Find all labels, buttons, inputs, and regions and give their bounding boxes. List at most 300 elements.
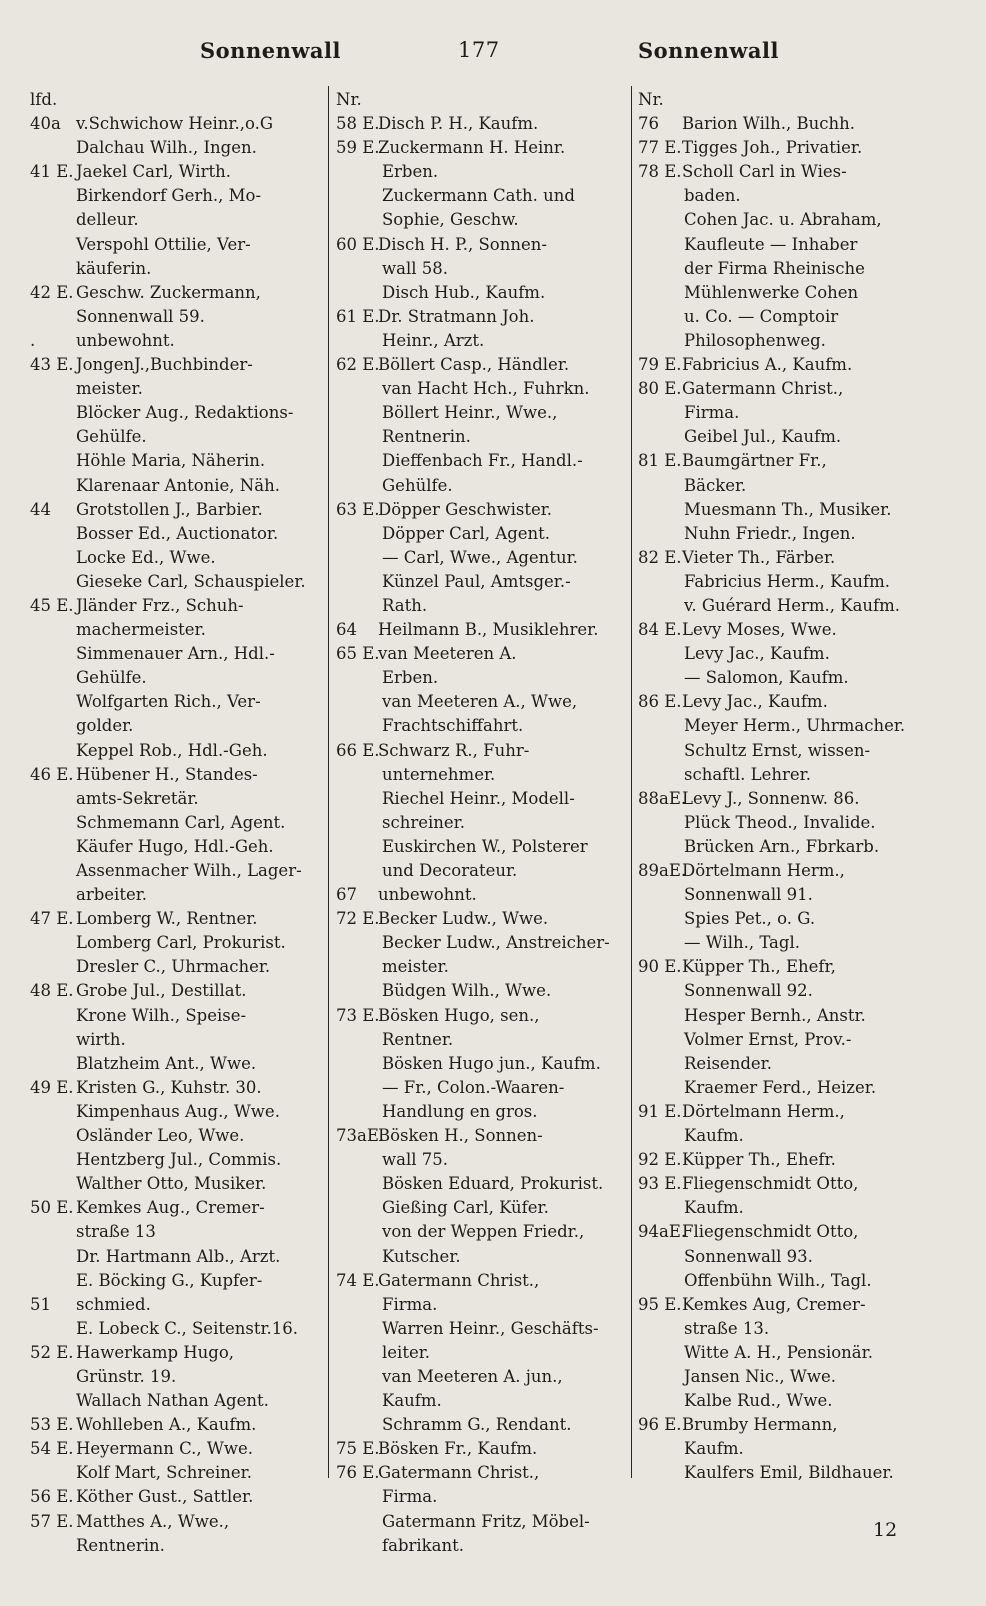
directory-entry-line [638, 594, 958, 618]
entry-text: Euskirchen W., Polsterer [382, 836, 588, 856]
entry-text: Levy Jac., Kaufm. [684, 644, 830, 664]
column-3 [638, 88, 958, 1485]
entry-text: Witte A. H., Pensionär. [684, 1342, 873, 1362]
house-number: 51 [30, 1294, 51, 1314]
entry-text: Kraemer Ferd., Heizer. [684, 1077, 877, 1097]
entry-text: Scholl Carl in Wies- [682, 162, 847, 182]
directory-entry-line [638, 474, 958, 498]
house-number: 61 E. [336, 306, 380, 326]
directory-entry-line [30, 377, 330, 401]
entry-text: Sonnenwall 59. [76, 306, 205, 326]
directory-entry-line [638, 449, 958, 473]
entry-text: Levy Jac., Kaufm. [682, 692, 828, 712]
entry-text: Grobe Jul., Destillat. [76, 981, 247, 1001]
entry-text: Kolf Mart, Schreiner. [76, 1463, 252, 1483]
entry-text: golder. [76, 716, 134, 736]
entry-text: Sonnenwall 91. [684, 885, 813, 905]
entry-text: Schmemann Carl, Agent. [76, 812, 286, 832]
house-number: 95 E. [638, 1294, 682, 1314]
directory-entry-line [30, 1510, 330, 1534]
entry-text: Becker Ludw., Anstreicher- [382, 933, 610, 953]
entry-text: E. Lobeck C., Seitenstr.16. [76, 1318, 299, 1338]
house-number: lfd. [30, 90, 58, 109]
entry-text: Firma. [382, 1487, 438, 1507]
entry-text: Sophie, Geschw. [382, 210, 519, 230]
directory-entry-line [336, 1485, 634, 1509]
directory-entry-line [638, 690, 958, 714]
entry-text: — Salomon, Kaufm. [684, 668, 849, 688]
entry-text: und Decorateur. [382, 861, 518, 880]
directory-entry-line [30, 811, 330, 835]
house-number: 81 E. [638, 451, 682, 471]
entry-text: Tigges Joh., Privatier. [682, 138, 863, 158]
directory-entry-line [638, 787, 958, 811]
directory-entry-line [638, 763, 958, 787]
directory-entry-line [336, 859, 634, 883]
entry-text: E. Böcking G., Kupfer- [76, 1270, 263, 1290]
entry-text: straße 13 [76, 1222, 156, 1242]
directory-entry-line [638, 112, 958, 136]
house-number: 57 E. [30, 1511, 74, 1531]
entry-text: Dörtelmann Herm., [682, 1101, 845, 1121]
directory-entry-line [30, 763, 330, 787]
entry-text: — Wilh., Tagl. [684, 933, 800, 953]
directory-entry-line [336, 281, 634, 305]
directory-entry-line [638, 714, 958, 738]
entry-text: Kemkes Aug., Cremer- [76, 1198, 265, 1218]
directory-entry-line [638, 1220, 958, 1244]
directory-entry-line [638, 281, 958, 305]
directory-entry-line [638, 1028, 958, 1052]
entry-text: Wallach Nathan Agent. [76, 1391, 269, 1411]
directory-entry-line [30, 88, 330, 112]
directory-entry-line [336, 787, 634, 811]
directory-entry-line [336, 714, 634, 738]
entry-text: Gehülfe. [382, 475, 453, 495]
entry-text: Dr. Hartmann Alb., Arzt. [76, 1246, 281, 1266]
directory-entry-line [638, 1341, 958, 1365]
directory-entry-line [336, 883, 634, 907]
house-number: 62 E. [336, 355, 380, 375]
entry-text: Zuckermann Cath. und [382, 186, 575, 206]
directory-entry-line [336, 208, 634, 232]
directory-entry-line [638, 979, 958, 1003]
directory-entry-line [336, 811, 634, 835]
entry-text: Fliegenschmidt Otto, [682, 1174, 859, 1194]
directory-entry-line [638, 1413, 958, 1437]
house-number: 65 E. [336, 644, 380, 664]
entry-text: Kaufm. [684, 1198, 744, 1218]
directory-entry-line [30, 1534, 330, 1558]
directory-entry-line [30, 522, 330, 546]
directory-entry-line [30, 1028, 330, 1052]
directory-entry-line [30, 1245, 330, 1269]
directory-entry-line [638, 353, 958, 377]
directory-entry-line [336, 184, 634, 208]
entry-text: Kutscher. [382, 1246, 461, 1266]
entry-text: Kalbe Rud., Wwe. [684, 1391, 833, 1411]
entry-text: Spies Pet., o. G. [684, 909, 816, 929]
directory-entry-line [30, 859, 330, 883]
entry-text: Grotstollen J., Barbier. [76, 499, 263, 519]
page-number: 177 [458, 38, 500, 62]
entry-text: Rentnerin. [382, 427, 471, 447]
directory-entry-line [638, 1004, 958, 1028]
house-number: 88aE. [638, 788, 687, 808]
house-number: 82 E. [638, 547, 682, 567]
entry-text: JongenJ.,Buchbinder- [76, 355, 253, 375]
entry-text: Gehülfe. [76, 427, 147, 447]
entry-text: Lomberg W., Rentner. [76, 909, 258, 929]
entry-text: Zuckermann H. Heinr. [378, 138, 566, 158]
directory-entry-line [336, 907, 634, 931]
entry-text: delleur. [76, 210, 139, 230]
directory-entry-line [30, 257, 330, 281]
directory-entry-line [30, 401, 330, 425]
directory-entry-line [30, 739, 330, 763]
directory-entry-line [30, 931, 330, 955]
directory-entry-line [638, 160, 958, 184]
directory-entry-line [30, 1148, 330, 1172]
entry-text: Barion Wilh., Buchh. [682, 114, 856, 134]
directory-entry-line [30, 1269, 330, 1293]
entry-text: Geschw. Zuckermann, [76, 282, 261, 302]
house-number: 42 E. [30, 282, 74, 302]
directory-entry-line [336, 474, 634, 498]
directory-entry-line [638, 1076, 958, 1100]
entry-text: Dalchau Wilh., Ingen. [76, 138, 257, 158]
directory-entry-line [638, 1172, 958, 1196]
entry-text: Locke Ed., Wwe. [76, 547, 216, 567]
entry-text: Walther Otto, Musiker. [76, 1174, 267, 1194]
entry-text: Heyermann C., Wwe. [76, 1439, 253, 1459]
directory-entry-line [638, 618, 958, 642]
directory-entry-line [30, 281, 330, 305]
directory-entry-line [638, 1196, 958, 1220]
entry-text: Kaufleute — Inhaber [684, 234, 858, 254]
entry-text: Brücken Arn., Fbrkarb. [684, 836, 880, 856]
entry-text: Jaekel Carl, Wirth. [76, 162, 231, 182]
directory-entry-line [638, 1100, 958, 1124]
directory-entry-line [638, 377, 958, 401]
entry-text: Reisender. [684, 1053, 772, 1073]
entry-text: meister. [382, 957, 449, 977]
entry-text: Bösken Hugo jun., Kaufm. [382, 1053, 601, 1073]
entry-text: Riechel Heinr., Modell- [382, 788, 575, 808]
house-number: 96 E. [638, 1415, 682, 1435]
directory-entry-line [638, 498, 958, 522]
entry-text: Höhle Maria, Näherin. [76, 451, 266, 471]
directory-entry-line [30, 233, 330, 257]
entry-text: Kaufm. [684, 1439, 744, 1459]
house-number: 44 [30, 499, 51, 519]
entry-text: Kemkes Aug, Cremer- [682, 1294, 866, 1314]
directory-entry-line [336, 136, 634, 160]
entry-text: Osländer Leo, Wwe. [76, 1126, 245, 1146]
directory-entry-line [30, 1172, 330, 1196]
entry-text: unternehmer. [382, 764, 496, 784]
entry-text: schaftl. Lehrer. [684, 764, 811, 784]
entry-text: Bösken H., Sonnen- [378, 1126, 543, 1146]
entry-text: Verspohl Ottilie, Ver- [76, 234, 251, 254]
entry-text: Dresler C., Uhrmacher. [76, 957, 271, 977]
directory-entry-line [30, 546, 330, 570]
directory-entry-line [336, 546, 634, 570]
entry-text: leiter. [382, 1342, 431, 1362]
entry-text: Levy Moses, Wwe. [682, 620, 837, 640]
directory-entry-line [30, 642, 330, 666]
directory-entry-line [638, 329, 958, 353]
directory-entry-line [30, 787, 330, 811]
entry-text: Böllert Heinr., Wwe., [382, 403, 558, 423]
house-number: 84 E. [638, 620, 682, 640]
directory-entry-line [638, 208, 958, 232]
directory-entry-line [638, 1148, 958, 1172]
entry-text: baden. [684, 186, 741, 206]
directory-entry-line [336, 1293, 634, 1317]
directory-entry-line [336, 1172, 634, 1196]
entry-text: Klarenaar Antonie, Näh. [76, 475, 280, 495]
entry-text: machermeister. [76, 620, 206, 640]
directory-entry-line [30, 690, 330, 714]
directory-entry-line [638, 907, 958, 931]
entry-text: fabrikant. [382, 1535, 465, 1555]
entry-text: unbewohnt. [76, 330, 175, 350]
entry-text: Bosser Ed., Auctionator. [76, 523, 279, 543]
entry-text: Schultz Ernst, wissen- [684, 740, 871, 760]
directory-entry-line [336, 112, 634, 136]
entry-text: u. Co. — Comptoir [684, 306, 839, 326]
directory-entry-line [336, 1341, 634, 1365]
directory-entry-line [336, 1389, 634, 1413]
entry-text: käuferin. [76, 258, 152, 278]
directory-entry-line [336, 449, 634, 473]
entry-text: Gatermann Christ., [378, 1463, 540, 1483]
directory-entry-line [336, 522, 634, 546]
directory-entry-line [30, 618, 330, 642]
entry-text: Döpper Carl, Agent. [382, 523, 551, 543]
directory-entry-line [638, 1052, 958, 1076]
entry-text: Hentzberg Jul., Commis. [76, 1150, 282, 1170]
directory-entry-line [638, 859, 958, 883]
directory-entry-line [638, 811, 958, 835]
directory-entry-line [30, 160, 330, 184]
entry-text: Schwarz R., Fuhr- [378, 740, 530, 760]
directory-entry-line [30, 498, 330, 522]
directory-entry-line [30, 305, 330, 329]
entry-text: Künzel Paul, Amtsger.- [382, 571, 571, 591]
directory-entry-line [336, 1004, 634, 1028]
entry-text: Offenbühn Wilh., Tagl. [684, 1270, 872, 1290]
directory-entry-line [336, 498, 634, 522]
house-number: 94aE. [638, 1222, 687, 1242]
entry-text: Sonnenwall 93. [684, 1246, 813, 1266]
entry-text: Nuhn Friedr., Ingen. [684, 523, 856, 543]
directory-entry-line [336, 377, 634, 401]
directory-entry-line [336, 329, 634, 353]
directory-entry-line [30, 1317, 330, 1341]
directory-entry-line [30, 570, 330, 594]
directory-entry-line [336, 1534, 634, 1558]
entry-text: Brumby Hermann, [682, 1415, 838, 1435]
directory-entry-line [336, 1052, 634, 1076]
directory-entry-line [30, 1100, 330, 1124]
entry-text: wirth. [76, 1029, 126, 1049]
directory-entry-line [638, 1461, 958, 1485]
entry-text: Rentnerin. [76, 1535, 165, 1555]
entry-text: Dieffenbach Fr., Handl.- [382, 451, 583, 471]
house-number: 93 E. [638, 1174, 682, 1194]
directory-entry-line [638, 642, 958, 666]
directory-entry-line [336, 305, 634, 329]
directory-entry-line [638, 401, 958, 425]
house-number: 74 E. [336, 1270, 380, 1290]
entry-text: Handlung en gros. [382, 1101, 538, 1121]
directory-entry-line [638, 546, 958, 570]
entry-text: Disch H. P., Sonnen- [378, 234, 547, 254]
directory-entry-line [638, 233, 958, 257]
directory-entry-line [336, 1196, 634, 1220]
house-number: 50 E. [30, 1198, 74, 1218]
house-number: 47 E. [30, 909, 74, 929]
directory-entry-line [30, 329, 330, 353]
entry-text: schreiner. [382, 812, 465, 832]
entry-text: Matthes A., Wwe., [76, 1511, 230, 1531]
house-number: 56 E. [30, 1487, 74, 1507]
entry-text: Becker Ludw., Wwe. [378, 909, 549, 929]
directory-entry-line [336, 1076, 634, 1100]
directory-entry-line [638, 739, 958, 763]
directory-entry-line [30, 184, 330, 208]
directory-entry-line [336, 618, 634, 642]
directory-entry-line [336, 1413, 634, 1437]
directory-entry-line [30, 1220, 330, 1244]
directory-entry-line [30, 594, 330, 618]
directory-entry-line [336, 1437, 634, 1461]
directory-entry-line [30, 883, 330, 907]
house-number: 80 E. [638, 379, 682, 399]
entry-text: Lomberg Carl, Prokurist. [76, 933, 286, 953]
entry-text: Philosophenweg. [684, 330, 826, 350]
directory-entry-line [638, 1245, 958, 1269]
house-number: 73aE. [336, 1126, 385, 1146]
entry-text: Köther Gust., Sattler. [76, 1487, 254, 1507]
house-number: 53 E. [30, 1415, 74, 1435]
directory-entry-line [336, 1028, 634, 1052]
house-number: 41 E. [30, 162, 74, 182]
entry-text: Hübener H., Standes- [76, 764, 258, 784]
entry-text: Fabricius A., Kaufm. [682, 355, 853, 375]
directory-entry-line [638, 425, 958, 449]
house-number: 72 E. [336, 909, 380, 929]
directory-entry-line [30, 1437, 330, 1461]
entry-text: van Meeteren A. [378, 644, 517, 664]
house-number: 76 [638, 114, 659, 134]
directory-entry-line [30, 449, 330, 473]
entry-text: Schramm G., Rendant. [382, 1415, 572, 1435]
entry-text: Volmer Ernst, Prov.- [684, 1029, 852, 1049]
entry-text: Bäcker. [684, 475, 747, 495]
directory-entry-line [336, 979, 634, 1003]
entry-text: van Hacht Hch., Fuhrkn. [382, 379, 590, 399]
directory-entry-line [30, 474, 330, 498]
house-number: 79 E. [638, 355, 682, 375]
directory-entry-line [30, 1485, 330, 1509]
house-number: 78 E. [638, 162, 682, 182]
entry-text: — Carl, Wwe., Agentur. [382, 547, 578, 567]
directory-entry-line [336, 594, 634, 618]
directory-entry-line [30, 1004, 330, 1028]
directory-entry-line [30, 714, 330, 738]
directory-entry-line [638, 257, 958, 281]
entry-text: Heinr., Arzt. [382, 330, 485, 350]
entry-text: wall 58. [382, 258, 448, 278]
directory-entry-line [30, 1341, 330, 1365]
directory-entry-line [30, 112, 330, 136]
entry-text: Jansen Nic., Wwe. [684, 1366, 836, 1386]
directory-entry-line [336, 257, 634, 281]
house-number: 59 E. [336, 138, 380, 158]
directory-entry-line [30, 1389, 330, 1413]
entry-text: Gatermann Fritz, Möbel- [382, 1511, 590, 1531]
house-number: 86 E. [638, 692, 682, 712]
entry-text: Baumgärtner Fr., [682, 451, 827, 471]
house-number: 43 E. [30, 355, 74, 375]
directory-entry-line [336, 425, 634, 449]
directory-entry-line [638, 1365, 958, 1389]
entry-text: Küpper Th., Ehefr. [682, 1150, 836, 1170]
column-2 [336, 88, 634, 1558]
house-number: 45 E. [30, 595, 74, 615]
entry-text: van Meeteren A., Wwe, [382, 692, 578, 712]
house-number: 77 E. [638, 138, 682, 158]
directory-entry-line [638, 136, 958, 160]
entry-text: Kaufm. [684, 1126, 744, 1146]
directory-entry-line [30, 1052, 330, 1076]
entry-text: Grünstr. 19. [76, 1366, 177, 1386]
entry-text: Disch Hub., Kaufm. [382, 282, 546, 302]
entry-text: Fabricius Herm., Kaufm. [684, 571, 890, 591]
directory-entry-line [336, 233, 634, 257]
entry-text: Firma. [382, 1294, 438, 1314]
directory-entry-line [30, 1076, 330, 1100]
entry-text: straße 13. [684, 1318, 770, 1338]
directory-entry-line [30, 1413, 330, 1437]
entry-text: Käufer Hugo, Hdl.-Geh. [76, 836, 274, 856]
house-number: Nr. [336, 90, 362, 109]
directory-entry-line [638, 666, 958, 690]
entry-text: Wohlleben A., Kaufm. [76, 1415, 257, 1435]
entry-text: Disch P. H., Kaufm. [378, 114, 539, 134]
directory-entry-line [336, 1100, 634, 1124]
directory-entry-line [638, 931, 958, 955]
entry-text: Jländer Frz., Schuh- [76, 595, 244, 615]
directory-entry-line [336, 1220, 634, 1244]
directory-entry-line [30, 136, 330, 160]
directory-entry-line [336, 835, 634, 859]
directory-entry-line [638, 1269, 958, 1293]
entry-text: van Meeteren A. jun., [382, 1366, 563, 1386]
entry-text: Kaulfers Emil, Bildhauer. [684, 1463, 894, 1483]
entry-text: unbewohnt. [378, 885, 477, 905]
house-number: 76 E. [336, 1463, 380, 1483]
house-number: 91 E. [638, 1101, 682, 1121]
entry-text: Levy J., Sonnenw. 86. [682, 788, 860, 808]
directory-entry-line [336, 1317, 634, 1341]
entry-text: Dr. Stratmann Joh. [378, 306, 535, 326]
entry-text: Küpper Th., Ehefr, [682, 957, 836, 977]
directory-entry-line [336, 1148, 634, 1172]
